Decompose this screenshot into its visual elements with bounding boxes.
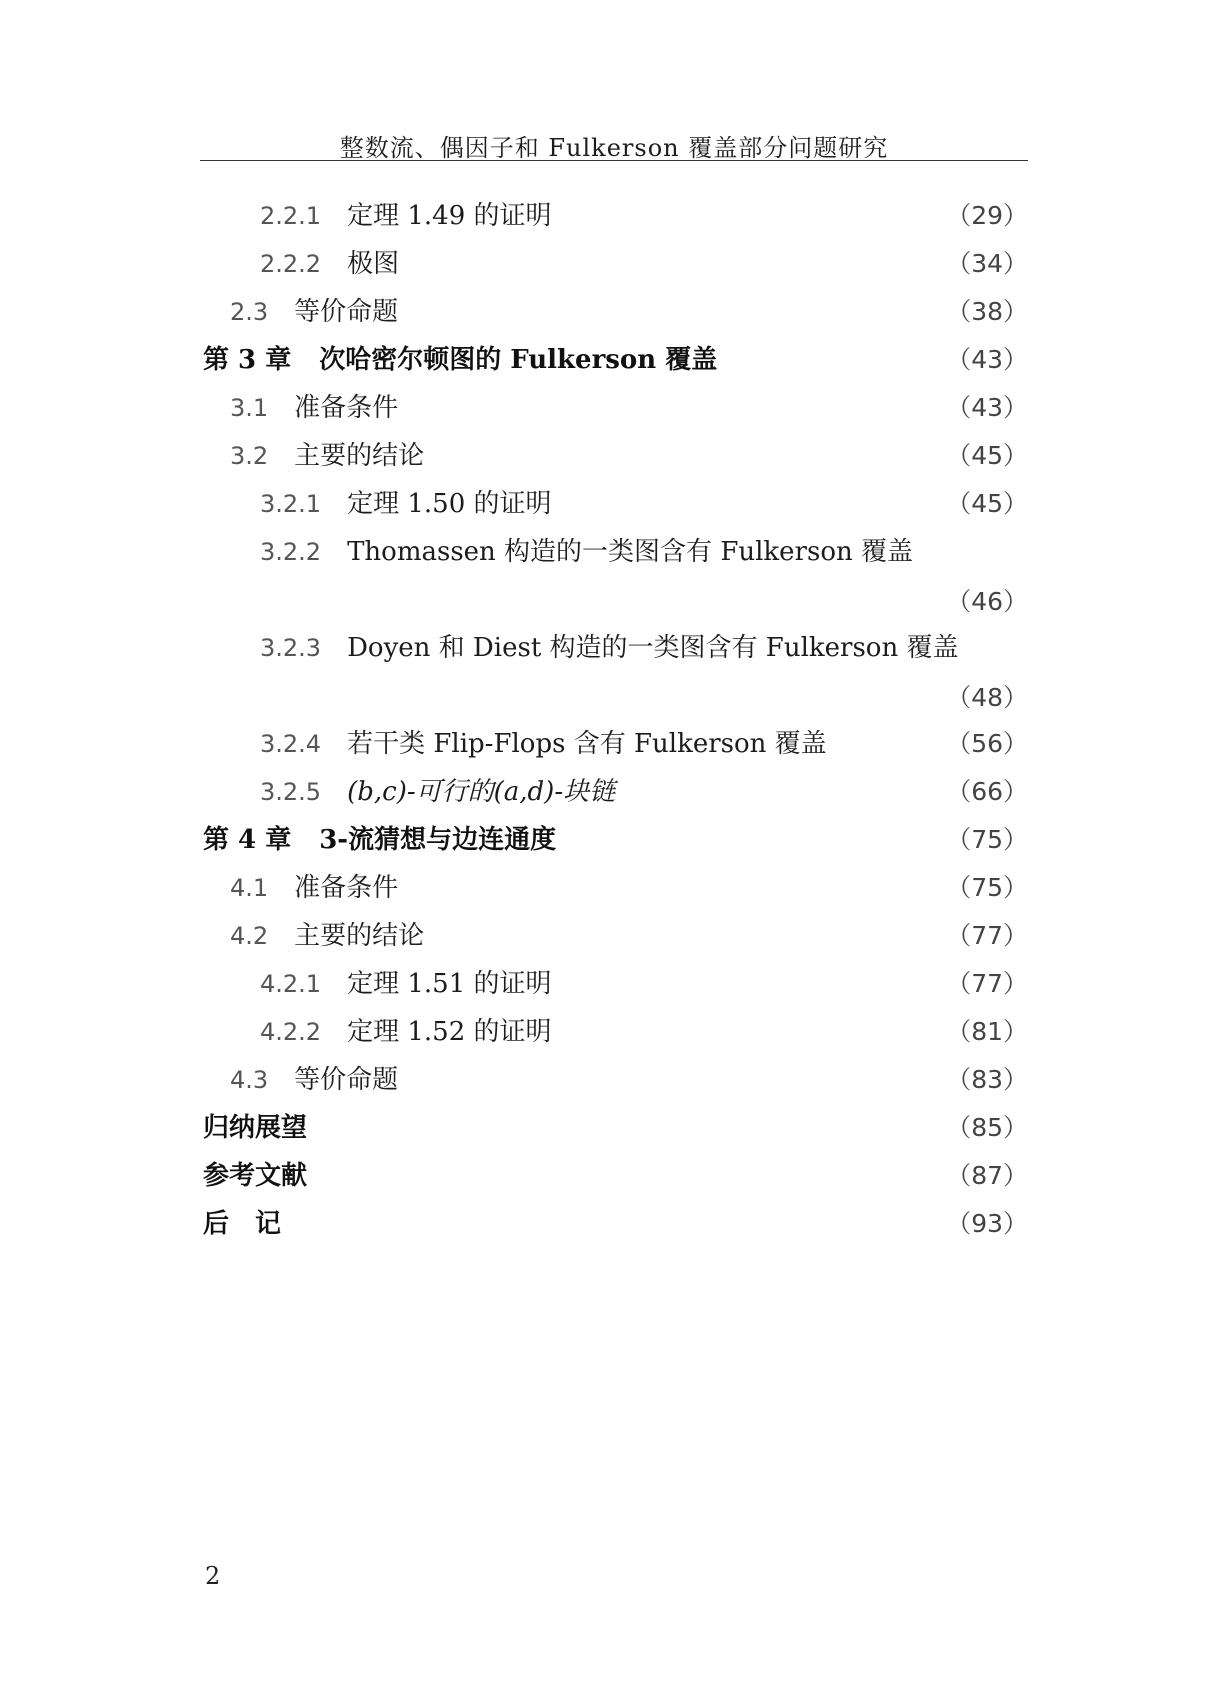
toc-backmatter: [203, 1154, 1028, 1198]
running-header: 整数流、偶因子和 Fulkerson 覆盖部分问题研究: [339, 134, 889, 162]
page-number: 2: [205, 1562, 221, 1590]
dot-leader: [380, 578, 930, 622]
toc-entry-title: 等价命题: [294, 297, 399, 327]
toc-chapter: [203, 818, 1028, 862]
toc-entry-page: （87）: [946, 1161, 1028, 1190]
dot-leader: [414, 1058, 930, 1102]
toc-entry: [260, 482, 1028, 526]
toc-entry-number: 3.2.2: [260, 538, 322, 566]
toc-entry-page: （43）: [946, 393, 1028, 422]
dot-leader: [309, 1106, 930, 1150]
toc-entry-title: 主要的结论: [294, 441, 425, 471]
toc-entry-title: 极图: [347, 249, 400, 279]
toc-entry-number: 4.2: [230, 922, 269, 950]
dot-leader: [572, 818, 930, 862]
dot-leader: [440, 914, 930, 958]
toc-entry-page: （38）: [946, 297, 1028, 326]
toc-entry-page: （29）: [946, 201, 1028, 230]
dot-leader: [568, 1010, 931, 1054]
toc-entry-page: （93）: [946, 1209, 1028, 1238]
toc-entry-page: （34）: [946, 249, 1028, 278]
toc-entry-number: 参考文献: [203, 1161, 308, 1191]
header-rule: [200, 160, 1028, 161]
toc-entry-page: （46）: [946, 587, 1028, 616]
toc-entry-title: 主要的结论: [294, 921, 425, 951]
toc-entry-page: （75）: [946, 825, 1028, 854]
dot-leader: [440, 434, 930, 478]
toc-entry-title: 定理 1.50 的证明: [347, 489, 552, 519]
toc-entry: [260, 722, 1028, 766]
toc-entry-page: （43）: [946, 345, 1028, 374]
toc-entry-number: 第 3 章: [203, 345, 292, 375]
toc-entry: [230, 914, 1028, 958]
toc-entry-number: 3.2.4: [260, 730, 322, 758]
toc-entry: [260, 770, 1028, 814]
toc-entry-title: 等价命题: [294, 1065, 399, 1095]
dot-leader: [414, 290, 930, 334]
dot-leader: [415, 242, 930, 286]
toc-entry-number: 3.2: [230, 442, 269, 470]
toc-entry: [260, 242, 1028, 286]
toc-entry-page: （45）: [946, 441, 1028, 470]
toc-entry-page: （75）: [946, 873, 1028, 902]
toc-entry-number: 2.2.1: [260, 202, 322, 230]
toc-entry: [230, 386, 1028, 430]
dot-leader: [568, 962, 931, 1006]
toc-entry-number: 4.2.2: [260, 1018, 322, 1046]
toc-entry: [260, 530, 1028, 574]
toc-entry: [230, 434, 1028, 478]
dot-leader: [631, 770, 930, 814]
toc-entry-page: （85）: [946, 1113, 1028, 1142]
toc-entry-title: 定理 1.52 的证明: [347, 1017, 552, 1047]
toc-entry-title: 次哈密尔顿图的 Fulkerson 覆盖: [319, 345, 718, 375]
toc-entry: [230, 866, 1028, 910]
toc-entry-title: 准备条件: [294, 873, 399, 903]
toc-entry-title: Doyen 和 Diest 构造的一类图含有 Fulkerson 覆盖: [347, 633, 959, 663]
dot-leader: [380, 674, 930, 718]
toc-entry-number: 3.2.5: [260, 778, 322, 806]
toc-entry-number: 3.1: [230, 394, 269, 422]
dot-leader: [733, 338, 930, 382]
dot-leader: [568, 194, 931, 238]
toc-entry-page: （45）: [946, 489, 1028, 518]
toc-entry: [230, 290, 1028, 334]
toc-entry-title: 3-流猜想与边连通度: [319, 825, 557, 855]
toc-entry: [260, 626, 1028, 670]
toc-entry-title: 若干类 Flip-Flops 含有 Fulkerson 覆盖: [347, 729, 827, 759]
toc-entry-page: （56）: [946, 729, 1028, 758]
dot-leader: [309, 1154, 930, 1198]
toc-chapter: [203, 338, 1028, 382]
toc-entry-page: （77）: [946, 969, 1028, 998]
toc-entry-page: （83）: [946, 1065, 1028, 1094]
toc-entry-page: （48）: [946, 683, 1028, 712]
toc-entry-number: 第 4 章: [203, 825, 292, 855]
toc-entry-number: 2.2.2: [260, 250, 322, 278]
toc-entry-number: 后 记: [203, 1209, 282, 1239]
toc-entry-number: 归纳展望: [203, 1113, 308, 1143]
dot-leader: [843, 722, 931, 766]
toc-entry: [260, 194, 1028, 238]
dot-leader: [568, 482, 931, 526]
toc-entry-number: 4.2.1: [260, 970, 322, 998]
toc-entry-page: （66）: [946, 777, 1028, 806]
toc-backmatter: [203, 1202, 1028, 1246]
toc-entry-title: (b,c)-可行的(a,d)-块链: [347, 777, 616, 807]
toc-entry-number: 3.2.3: [260, 634, 322, 662]
toc-entry-number: 3.2.1: [260, 490, 322, 518]
toc-entry-title: Thomassen 构造的一类图含有 Fulkerson 覆盖: [347, 537, 913, 567]
dot-leader: [414, 386, 930, 430]
toc-entry-number: 4.1: [230, 874, 269, 902]
toc-entry: [230, 1058, 1028, 1102]
toc-entry-page: （81）: [946, 1017, 1028, 1046]
toc-entry-continuation: [380, 578, 1028, 622]
toc-entry-title: 定理 1.51 的证明: [347, 969, 552, 999]
toc-entry: [260, 1010, 1028, 1054]
dot-leader: [414, 866, 930, 910]
toc-entry-title: 准备条件: [294, 393, 399, 423]
dot-leader: [283, 1202, 930, 1246]
toc-entry-page: （77）: [946, 921, 1028, 950]
toc-entry-number: 4.3: [230, 1066, 269, 1094]
toc-backmatter: [203, 1106, 1028, 1150]
toc-entry-continuation: [380, 674, 1028, 718]
toc-entry-number: 2.3: [230, 298, 269, 326]
toc-entry-title: 定理 1.49 的证明: [347, 201, 552, 231]
toc-entry: [260, 962, 1028, 1006]
